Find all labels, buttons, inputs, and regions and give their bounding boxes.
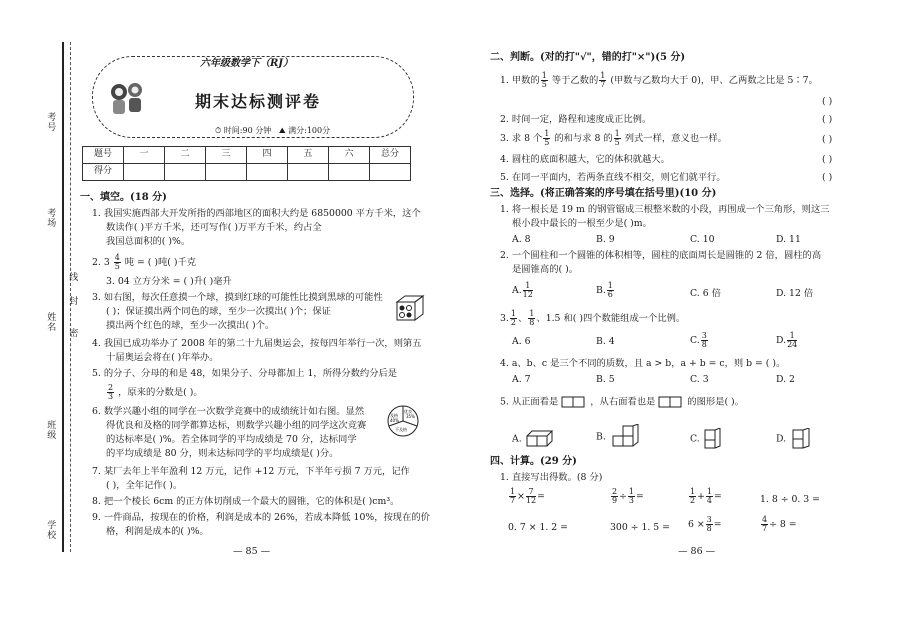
- option[interactable]: D.: [776, 428, 819, 450]
- calc-item: $\frac{1}{2}$ + $\frac{1}{4}$ =: [690, 487, 722, 505]
- calc-item: $\frac{1}{7}$ × $\frac{7}{12}$ =: [510, 487, 545, 505]
- choice-question: 5. 从正面看是 ，从右面看也是 的图形是( )。: [500, 396, 744, 408]
- score-table-header-row: [83, 147, 411, 164]
- choice-question: 3. $\frac{1}{2}$ 、 $\frac{1}{8}$ 、1.5 和( )四个数能组成一个比例。: [500, 309, 686, 327]
- score-input-cell[interactable]: [288, 164, 329, 181]
- question-line: ( )；保证摸出两个同色的球，至少一次摸出( )个；保证: [106, 306, 331, 317]
- score-table-row: [83, 164, 411, 181]
- cartoon-kids-icon: [105, 78, 149, 122]
- pie-label: 优良: [404, 409, 412, 414]
- two-square-icon: [658, 396, 684, 408]
- score-input-cell[interactable]: [329, 164, 370, 181]
- answer-paren[interactable]: ( ): [822, 172, 833, 183]
- fraction: $\frac{2}{3}$: [108, 383, 114, 401]
- option[interactable]: D. 12 倍: [776, 288, 814, 299]
- score-input-cell[interactable]: [370, 164, 411, 181]
- score-cell: 得分: [83, 164, 124, 181]
- score-pie-chart: [386, 404, 420, 438]
- label-exam-number: 考号: [45, 112, 56, 132]
- calc-item: 300 ÷ 1. 5 =: [610, 522, 670, 533]
- answer-paren[interactable]: ( ): [822, 154, 833, 165]
- score-cell: 一: [124, 147, 165, 164]
- question-line: 的平均成绩是 80 分，则未达标同学的平均成绩是( )分。: [106, 448, 339, 459]
- score-cell: 五: [288, 147, 329, 164]
- fraction: $\frac{1}{5}$: [541, 71, 547, 89]
- option[interactable]: A. $\frac{1}{12}$: [512, 281, 533, 299]
- answer-paren[interactable]: ( ): [822, 114, 833, 125]
- choice-question: 2. 一个圆柱和一个圆锥的体积相等，圆柱的底面周长是圆锥的 2 倍，圆柱的高: [500, 250, 822, 261]
- option[interactable]: C. 10: [690, 234, 715, 245]
- option[interactable]: B. $\frac{1}{6}$: [596, 281, 613, 299]
- question-line: 摸出两个红色的球，至少一次摸出( )个。: [106, 320, 275, 331]
- score-cell: 四: [247, 147, 288, 164]
- question-line: 3. 如右图，每次任意摸一个球，摸到红球的可能性比摸到黑球的可能性: [92, 292, 383, 303]
- score-cell: 六: [329, 147, 370, 164]
- question-line: 得优良和及格的同学都算达标，则数学兴趣小组的同学这次竞赛: [106, 420, 367, 431]
- question-line: [92, 254, 196, 271]
- answer-paren[interactable]: ( ): [822, 96, 833, 107]
- page-number-right: — 86 —: [678, 546, 716, 557]
- question-line: 格，利润是成本的( )%。: [106, 526, 209, 537]
- choice-question: 根小段中最长的一根至少是( )m。: [512, 218, 652, 229]
- calc-subtitle: 1. 直接写出得数。(8 分): [500, 472, 603, 483]
- binding-line: [62, 42, 64, 552]
- score-input-cell[interactable]: [247, 164, 288, 181]
- cube-stack-icon: [609, 424, 643, 450]
- question-line: 3. 04 立方分米 = ( )升( )毫升: [106, 276, 232, 287]
- option[interactable]: C.: [690, 428, 733, 450]
- grade-label: 六年级数学下（RJ）: [200, 58, 294, 69]
- answer-paren[interactable]: ( ): [822, 134, 833, 145]
- label-seal-1: 密: [67, 328, 78, 338]
- section-judge: 二、判断。(对的打"√"，错的打"×")(5 分): [490, 52, 686, 63]
- calc-item: $\frac{4}{7}$ ÷ 8 =: [762, 515, 797, 533]
- label-name: 姓名: [45, 312, 56, 332]
- question-line: 9. 一件商品，按现在的价格，利润是成本的 26%，若成本降低 10%，按现在的价: [92, 512, 430, 523]
- calc-item: $\frac{2}{9}$ ÷ $\frac{1}{3}$ =: [612, 487, 644, 505]
- option[interactable]: A. 7: [512, 374, 531, 385]
- score-cell: 二: [165, 147, 206, 164]
- score-cell: 题号: [83, 147, 124, 164]
- option[interactable]: D. $\frac{1}{24}$: [776, 331, 798, 349]
- question-line: $\frac{2}{3}$ ，原来的分数是( )。: [108, 383, 203, 401]
- question-line: 6. 数学兴趣小组的同学在一次数学竞赛中的成绩统计如右图。显然: [92, 406, 365, 417]
- question-line: ( )，全年记作( )。: [106, 480, 183, 491]
- option[interactable]: C. 3: [690, 374, 709, 385]
- option[interactable]: D. 2: [776, 374, 795, 385]
- judge-item: 3. 求 8 个 $\frac{1}{5}$ 的和与求 8 的 $\frac{1}{5}$ 列式一样，意义也一样。: [500, 129, 727, 147]
- pie-label: 40%: [390, 418, 399, 423]
- score-cell: 总分: [370, 147, 411, 164]
- cube-stack-icon: [789, 428, 819, 450]
- score-input-cell[interactable]: [165, 164, 206, 181]
- ball-box-icon: [395, 294, 425, 322]
- full-score-label: 满分:100分: [288, 126, 331, 135]
- option[interactable]: A. 6: [512, 336, 531, 347]
- question-line: 1. 我国实施西部大开发所指的西部地区的面积大约是 6850000 平方千米，这个: [92, 208, 421, 219]
- score-cell: 三: [206, 147, 247, 164]
- question-line: 4. 我国已成功举办了 2008 年的第二十九届奥运会，按每四年举行一次，则第五: [92, 338, 422, 349]
- question-line: 数读作( )平方千米，还可写作( )万平方千米，约占全: [106, 222, 322, 233]
- option[interactable]: A.: [512, 428, 555, 450]
- pie-label: 35%: [406, 414, 415, 419]
- question-line: 8. 把一个棱长 6cm 的正方体切削成一个最大的圆锥，它的体积是( )cm³。: [92, 496, 400, 507]
- judge-item: 5. 在同一平面内，若两条直线不相交，则它们就平行。: [500, 172, 726, 183]
- option[interactable]: B.: [596, 424, 643, 450]
- choice-question: 是圆锥高的( )。: [512, 264, 578, 275]
- mountain-icon: ⛰: [278, 126, 286, 135]
- judge-item: 1. 甲数的 $\frac{1}{5}$ 等于乙数的 $\frac{1}{7}$ (甲数与乙数均大于 0)，甲、乙两数之比是 5∶7。: [500, 71, 818, 89]
- clock-icon: ⏱: [215, 126, 222, 135]
- option[interactable]: B. 5: [596, 374, 615, 385]
- calc-item: 0. 7 × 1. 2 =: [508, 522, 568, 533]
- cube-stack-icon: [525, 428, 555, 450]
- q5-text: 的分子、分母的和是 48，如果分子、分母都加上 1，所得分数约分后是: [103, 368, 398, 379]
- fraction: $\frac{1}{7}$: [600, 71, 606, 89]
- section-fill-blank: 一、填空。(18 分): [80, 192, 167, 203]
- page-number-left: — 85 —: [233, 546, 271, 557]
- fraction: $\frac{4}{5}$: [114, 253, 120, 271]
- two-square-icon: [561, 396, 587, 408]
- option[interactable]: D. 11: [776, 234, 801, 245]
- time-info: [215, 126, 330, 136]
- q2-prefix: 2. 3: [92, 257, 110, 268]
- option[interactable]: B. 9: [596, 234, 615, 245]
- fraction: $\frac{1}{5}$: [614, 129, 620, 147]
- label-school: 学校: [45, 520, 56, 540]
- choice-question: 1. 将一根长是 19 m 的钢管锯成三根整米数的小段，再围成一个三角形，则这三: [500, 204, 830, 215]
- option[interactable]: B. 4: [596, 336, 615, 347]
- option[interactable]: A. 8: [512, 234, 531, 245]
- calc-item: 6 × $\frac{3}{8}$ =: [688, 515, 722, 533]
- question-line: 我国总面积的( )%。: [106, 236, 191, 247]
- label-seal-2: 封: [67, 296, 78, 306]
- pie-label: 不及格: [395, 427, 407, 432]
- choice-question: 4. a、b、c 是三个不同的质数，且 a > b，a + b = c，则 b = ( )。: [500, 358, 786, 369]
- label-class: 班级: [45, 420, 56, 440]
- question-line: 5. 的分子、分母的和是 48，如果分子、分母都加上 1，所得分数约分后是: [92, 368, 398, 379]
- section-choice: 三、选择。(将正确答案的序号填在括号里)(10 分): [490, 188, 717, 199]
- time-label: 时间:90 分钟: [223, 126, 272, 135]
- section-calculate: 四、计算。(29 分): [490, 456, 577, 467]
- score-input-cell[interactable]: [124, 164, 165, 181]
- question-line: 7. 某厂去年上半年盈利 12 万元，记作 +12 万元，下半年亏损 7 万元，记作: [92, 466, 410, 477]
- fraction: $\frac{1}{5}$: [544, 129, 550, 147]
- question-line: 十届奥运会将在( )年举办。: [106, 352, 219, 363]
- option[interactable]: C. $\frac{3}{8}$: [690, 331, 707, 349]
- cube-stack-icon: [703, 428, 733, 450]
- question-line: 的达标率是( )%。若全体同学的平均成绩是 70 分，达标同学: [106, 434, 357, 445]
- judge-item: 2. 时间一定，路程和速度成正比例。: [500, 114, 652, 125]
- label-seal-3: 线: [67, 272, 78, 282]
- score-table: [82, 146, 411, 181]
- score-input-cell[interactable]: [206, 164, 247, 181]
- pie-label: 及格: [390, 413, 398, 418]
- page-title: 期末达标测评卷: [195, 92, 322, 111]
- judge-item: 4. 圆柱的底面积越大，它的体积就越大。: [500, 154, 670, 165]
- label-exam-room: 考场: [45, 208, 56, 228]
- q2-text: 吨 = ( )吨( )千克: [124, 257, 197, 268]
- calc-item: 1. 8 ÷ 0. 3 =: [760, 494, 820, 505]
- option[interactable]: C. 6 倍: [690, 288, 721, 299]
